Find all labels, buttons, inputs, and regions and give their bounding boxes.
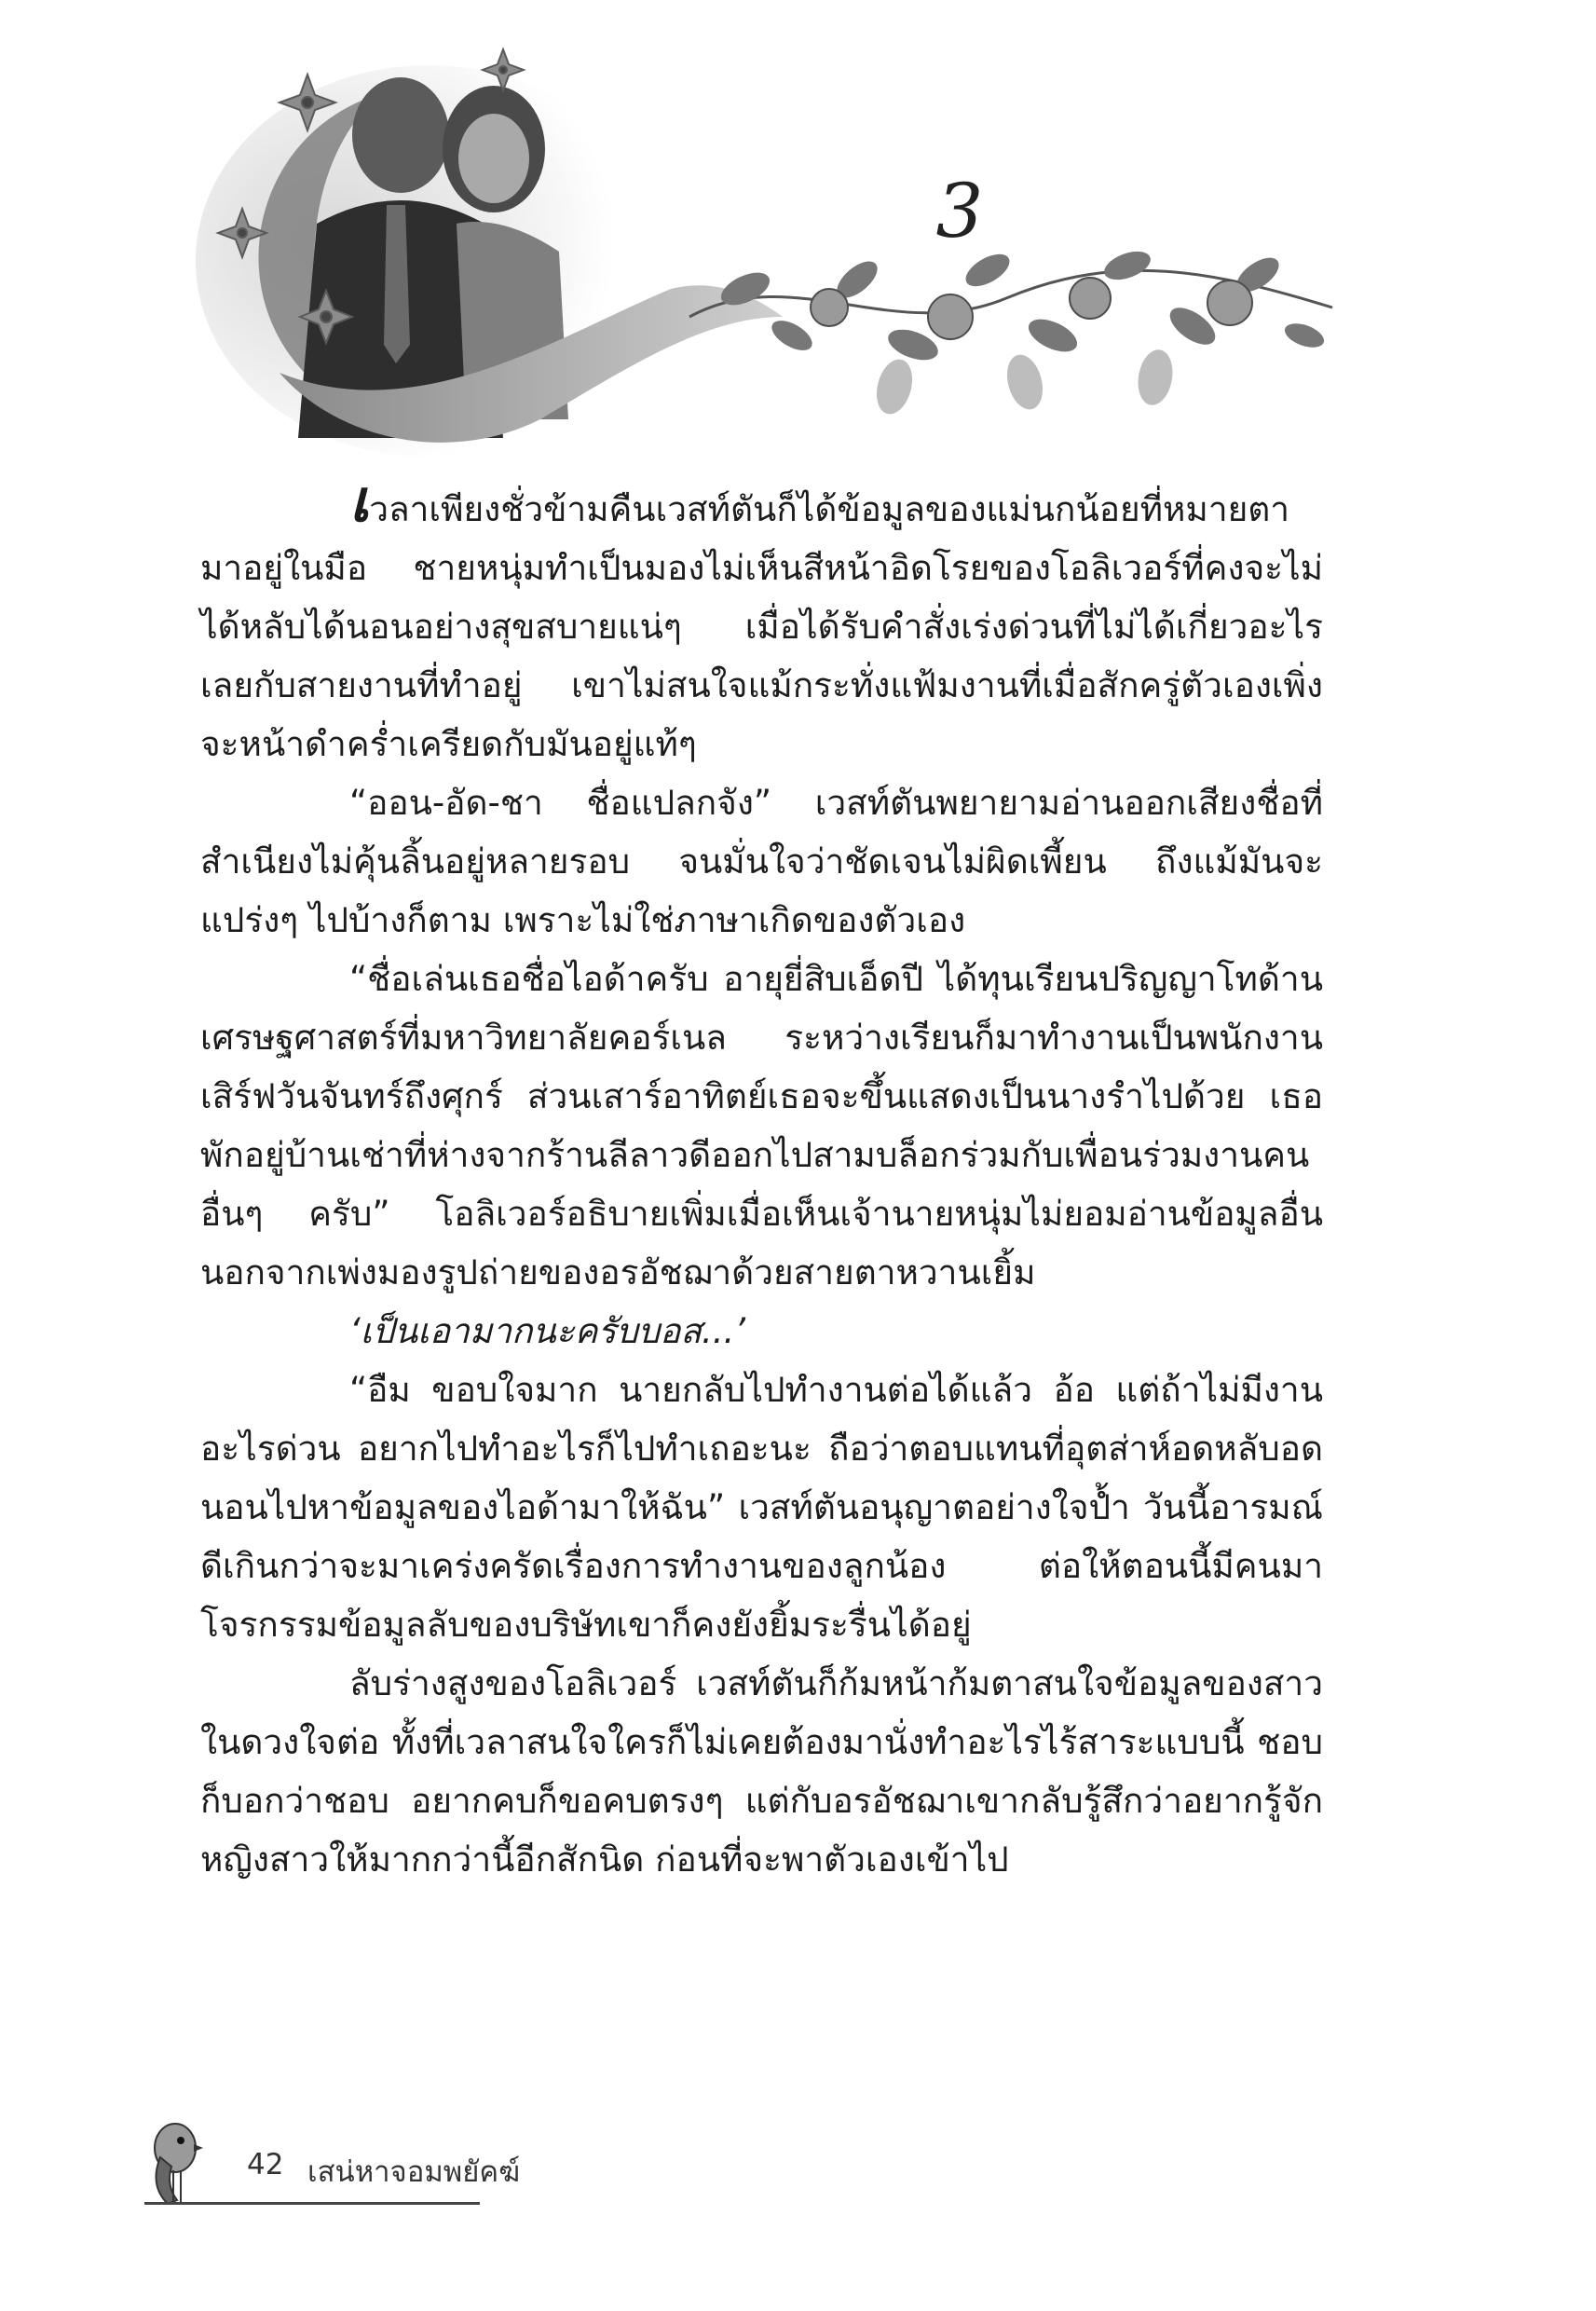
paragraph-text: ‘เป็นเอามากนะครับบอส...’ xyxy=(349,1311,746,1351)
page-number: 42 xyxy=(247,2148,284,2181)
paragraph xyxy=(200,950,1323,1302)
page-footer xyxy=(130,2111,689,2222)
bird-icon xyxy=(140,2111,205,2213)
chapter-body xyxy=(200,467,1323,1889)
paragraph xyxy=(200,1361,1323,1654)
chapter-number: 3 xyxy=(935,168,984,254)
paragraph-text: วลาเพียงชั่วข้ามคืนเวสท์ตันก็ได้ข้อมูลของแม่นกน้อยที่หมายตามาอยู่ในมือ ชายหนุ่มทำเป็นมองไม่เห็นสีหน้าอิดโรยของโอลิเวอร์ที่คงจะไม่ได้หลับได้นอนอย่างสุขสบายแน่ๆ เมื่อได้รับคำสั่งเร่งด่วนที่ไม่ได้เกี่ยวอะไรเลยกับสายงานที่ทำอยู่ เขาไม่สนใจแม้กระทั่งแฟ้มงานที่เมื่อสักครู่ตัวเองเพิ่งจะหน้าดำคร่ำเครียดกับมันอยู่แท้ๆ xyxy=(200,489,1323,764)
book-title: เสน่หาจอมพยัคฆ์ xyxy=(307,2155,521,2189)
paragraph-text: “อืม ขอบใจมาก นายกลับไปทำงานต่อได้แล้ว อ้อ แต่ถ้าไม่มีงานอะไรด่วน อยากไปทำอะไรก็ไปทำเถอะนะ ถือว่าตอบแทนที่อุตส่าห์อดหลับอดนอนไปหาข้อมูลของไอด้ามาให้ฉัน” เวสท์ตันอนุญาตอย่างใจป้ำ วันนี้อารมณ์ดีเกินกว่าจะมาเคร่งครัดเรื่องการทำงานของลูกน้อง ต่อให้ตอนนี้มีคนมาโจรกรรมข้อมูลลับของบริษัทเขาก็คงยังยิ้มระรื่นได้อยู่ xyxy=(200,1370,1323,1645)
paragraph-text: ลับร่างสูงของโอลิเวอร์ เวสท์ตันก็ก้มหน้าก้มตาสนใจข้อมูลของสาวในดวงใจต่อ ทั้งที่เวลาสนใจใครก็ไม่เคยต้องมานั่งทำอะไรไร้สาระแบบนี้ ชอบก็บอกว่าชอบ อยากคบก็ขอคบตรงๆ แต่กับอรอัชฌาเขากลับรู้สึกว่าอยากรู้จักหญิงสาวให้มากกว่านี้อีกสักนิด ก่อนที่จะพาตัวเองเข้าไป xyxy=(200,1663,1323,1880)
footer-rule xyxy=(144,2202,480,2205)
italic-thought xyxy=(200,1302,1323,1361)
chapter-header-illustration xyxy=(186,37,1342,475)
paragraph xyxy=(200,773,1323,950)
drop-cap-letter: เ xyxy=(349,467,370,535)
paragraph xyxy=(200,467,1323,773)
paragraph-text: “ชื่อเล่นเธอชื่อไอด้าครับ อายุยี่สิบเอ็ดปี ได้ทุนเรียนปริญญาโทด้านเศรษฐศาสตร์ที่มหาวิทยาลัยคอร์เนล ระหว่างเรียนก็มาทำงานเป็นพนักงานเสิร์ฟวันจันทร์ถึงศุกร์ ส่วนเสาร์อาทิตย์เธอจะขึ้นแสดงเป็นนางรำไปด้วย เธอพักอยู่บ้านเช่าที่ห่างจากร้านลีลาวดีออกไปสามบล็อกร่วมกับเพื่อนร่วมงานคนอื่นๆ ครับ” โอลิเวอร์อธิบายเพิ่มเมื่อเห็นเจ้านายหนุ่มไม่ยอมอ่านข้อมูลอื่น นอกจากเพ่งมองรูปถ่ายของอรอัชฌาด้วยสายตาหวานเยิ้ม xyxy=(200,959,1323,1292)
paragraph-text: “ออน-อัด-ชา ชื่อแปลกจัง” เวสท์ตันพยายามอ่านออกเสียงชื่อที่สำเนียงไม่คุ้นลิ้นอยู่หลายรอบ จนมั่นใจว่าชัดเจนไม่ผิดเพี้ยน ถึงแม้มันจะแปร่งๆ ไปบ้างก็ตาม เพราะไม่ใช่ภาษาเกิดของตัวเอง xyxy=(200,783,1323,940)
paragraph xyxy=(200,1654,1323,1889)
floral-vine xyxy=(689,246,1332,418)
